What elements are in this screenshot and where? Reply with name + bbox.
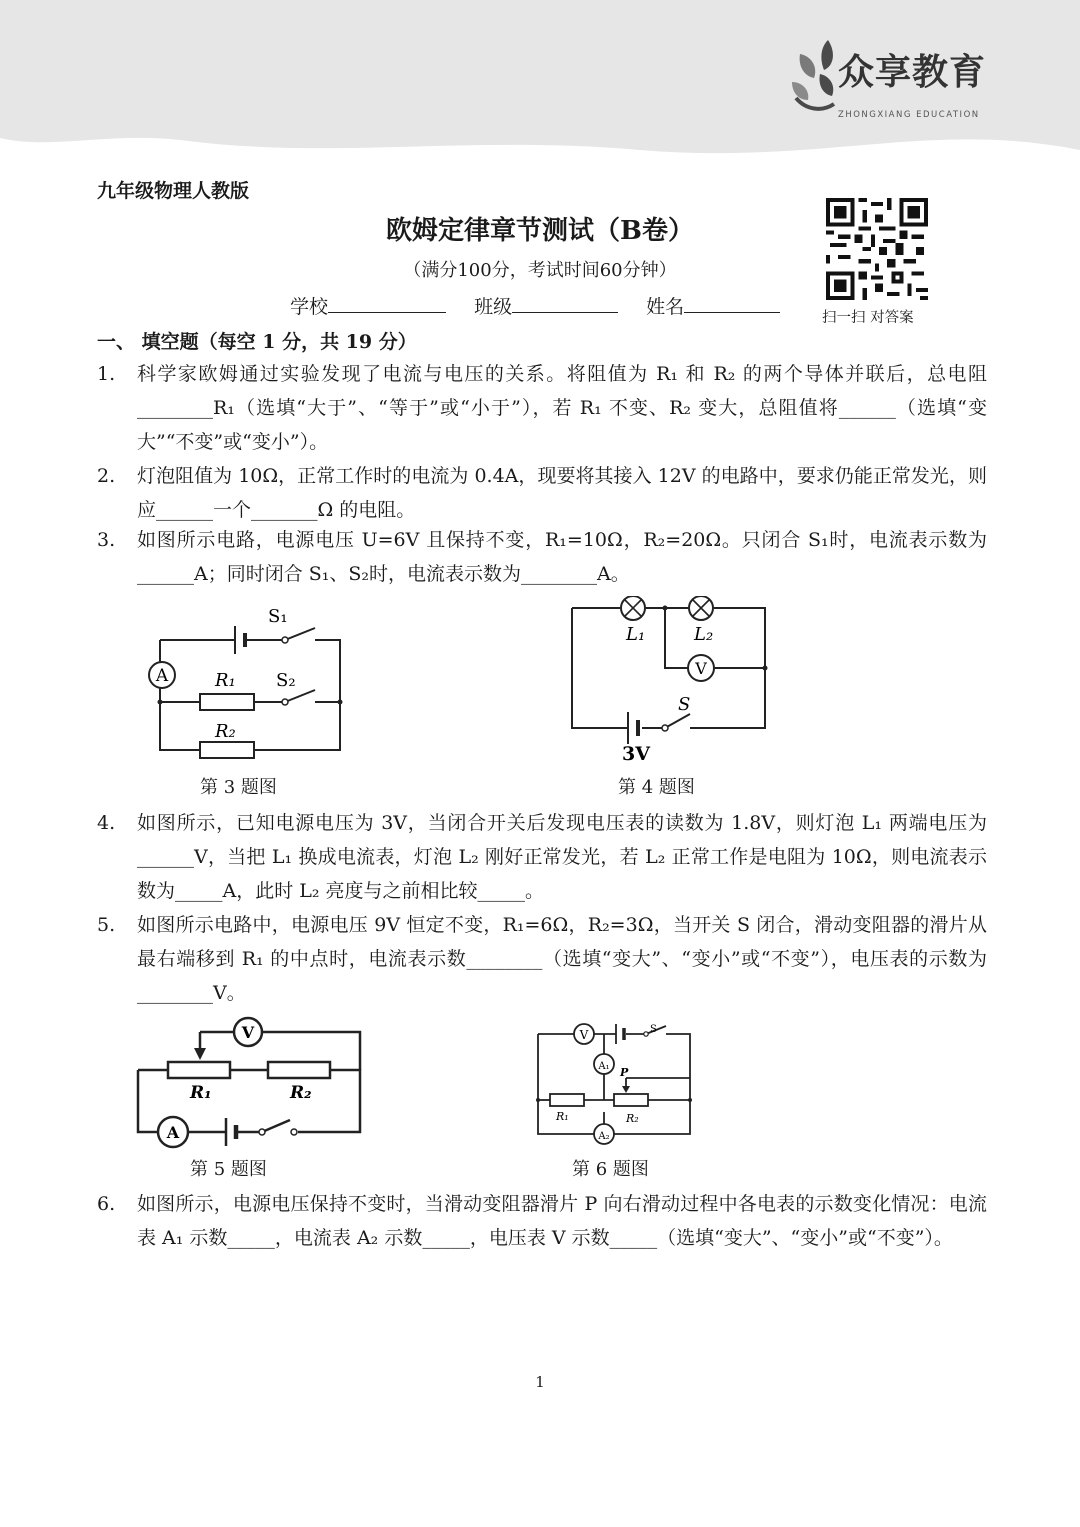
ammeter-label: A (166, 1123, 180, 1142)
question-number: 3. (97, 529, 116, 551)
name-label: 姓名 (646, 296, 685, 318)
lamp-l2-label: L₂ (694, 624, 714, 645)
switch-s-label: S (678, 694, 691, 715)
page-title: 欧姆定律章节测试（B卷） (386, 216, 694, 246)
question-number: 1. (97, 363, 116, 385)
lamp-l2-icon (689, 596, 713, 620)
figure-caption: 第 3 题图 (200, 777, 277, 798)
logo-text: 众享教育 (838, 52, 987, 93)
ammeter-label: A (155, 666, 169, 686)
switch-s-label: S (650, 1024, 657, 1035)
switch-s1-label: S₁ (268, 606, 288, 627)
resistor-r1-label: R₁ (190, 1083, 212, 1103)
lamp-l1-label: L₁ (626, 624, 646, 645)
switch-s2-label: S₂ (276, 670, 296, 691)
question-number: 4. (97, 812, 116, 834)
ammeter-a2-label: A₂ (598, 1131, 610, 1142)
lamp-l1-icon (621, 596, 645, 620)
circuit-figure-5 (130, 1012, 370, 1152)
figure-caption: 第 5 题图 (190, 1159, 267, 1180)
question-text: 如图所示，已知电源电压为 3V，当闭合开关后发现电压表的读数为 1.8V，则灯泡 L₁ 两端电压为______V，当把 L₁ 换成电流表，灯泡 L₂ 刚好正常发光，若 L₂ 正常工作是电阻为 10Ω，则电流表示数为_____A，此时 L₂ 亮度与之前相比较_____。 (137, 812, 987, 902)
school-field[interactable] (328, 294, 446, 313)
question-item (97, 908, 987, 1010)
name-field[interactable] (684, 294, 780, 313)
question-text: 灯泡阻值为 10Ω，正常工作时的电流为 0.4A，现要将其接入 12V 的电路中，要求仍能正常发光，则应______一个_______Ω 的电阻。 (137, 465, 987, 521)
question-number: 5. (97, 914, 116, 936)
resistor-r1-label: R₁ (215, 670, 236, 691)
circuit-figure-3 (140, 600, 360, 770)
question-item (97, 1187, 987, 1255)
slider-p-label: P (620, 1066, 629, 1079)
voltmeter-label: V (579, 1028, 589, 1042)
circuit-figure-4 (560, 596, 780, 768)
question-item (97, 806, 987, 908)
question-number: 6. (97, 1193, 116, 1215)
voltmeter-label: V (241, 1023, 255, 1042)
qr-caption: 扫一扫 对答案 (822, 310, 914, 326)
resistor-r2-label: R₂ (626, 1112, 639, 1125)
voltmeter-label: V (695, 659, 707, 678)
ammeter-a1-label: A₁ (598, 1061, 610, 1072)
source-voltage-label: 3V (622, 743, 650, 765)
question-item (97, 357, 987, 459)
student-info-fields (290, 292, 802, 319)
question-item (97, 523, 987, 591)
resistor-r1-label: R₁ (556, 1110, 569, 1123)
question-text: 科学家欧姆通过实验发现了电流与电压的关系。将阻值为 R₁ 和 R₂ 的两个导体并联后，总电阻________R₁（选填“大于”、“等于”或“小于”），若 R₁ 不变、R₂ 变大，总阻值将______（选填“变大”“不变”或“变小”）。 (137, 363, 987, 453)
figure-caption: 第 4 题图 (618, 777, 695, 798)
resistor-r2-label: R₂ (290, 1083, 312, 1103)
grade-label: 九年级物理人教版 (97, 180, 250, 202)
section-heading: 一、 填空题（每空 1 分，共 19 分） (97, 331, 417, 353)
qr-code-icon (826, 198, 928, 300)
question-text: 如图所示电路中，电源电压 9V 恒定不变，R₁=6Ω，R₂=3Ω，当开关 S 闭合，滑动变阻器的滑片从最右端移到 R₁ 的中点时，电流表示数________（选填“变大”、“变小”或“不变”），电压表的示数为________V。 (137, 914, 987, 1004)
question-number: 2. (97, 465, 116, 487)
resistor-r2-label: R₂ (215, 721, 236, 742)
class-field[interactable] (512, 294, 618, 313)
page-number: 1 (535, 1373, 545, 1391)
school-label: 学校 (290, 296, 329, 318)
question-text: 如图所示，电源电压保持不变时，当滑动变阻器滑片 P 向右滑动过程中各电表的示数变化情况：电流表 A₁ 示数_____，电流表 A₂ 示数_____，电压表 V 示数_____（选填“变大”、“变小”或“不变”）。 (137, 1193, 987, 1249)
question-item (97, 459, 987, 527)
question-text: 如图所示电路，电源电压 U=6V 且保持不变，R₁=10Ω，R₂=20Ω。只闭合 S₁时，电流表示数为______A；同时闭合 S₁、S₂时，电流表示数为________A。 (137, 529, 987, 585)
leaf-logo-icon (790, 38, 840, 118)
logo-subtitle: ZHONGXIANG EDUCATION (838, 110, 980, 120)
circuit-figure-6 (530, 1016, 700, 1148)
class-label: 班级 (474, 296, 513, 318)
brand-logo (790, 38, 995, 128)
exam-info: （满分100分，考试时间60分钟） (403, 260, 677, 281)
figure-caption: 第 6 题图 (572, 1159, 649, 1180)
